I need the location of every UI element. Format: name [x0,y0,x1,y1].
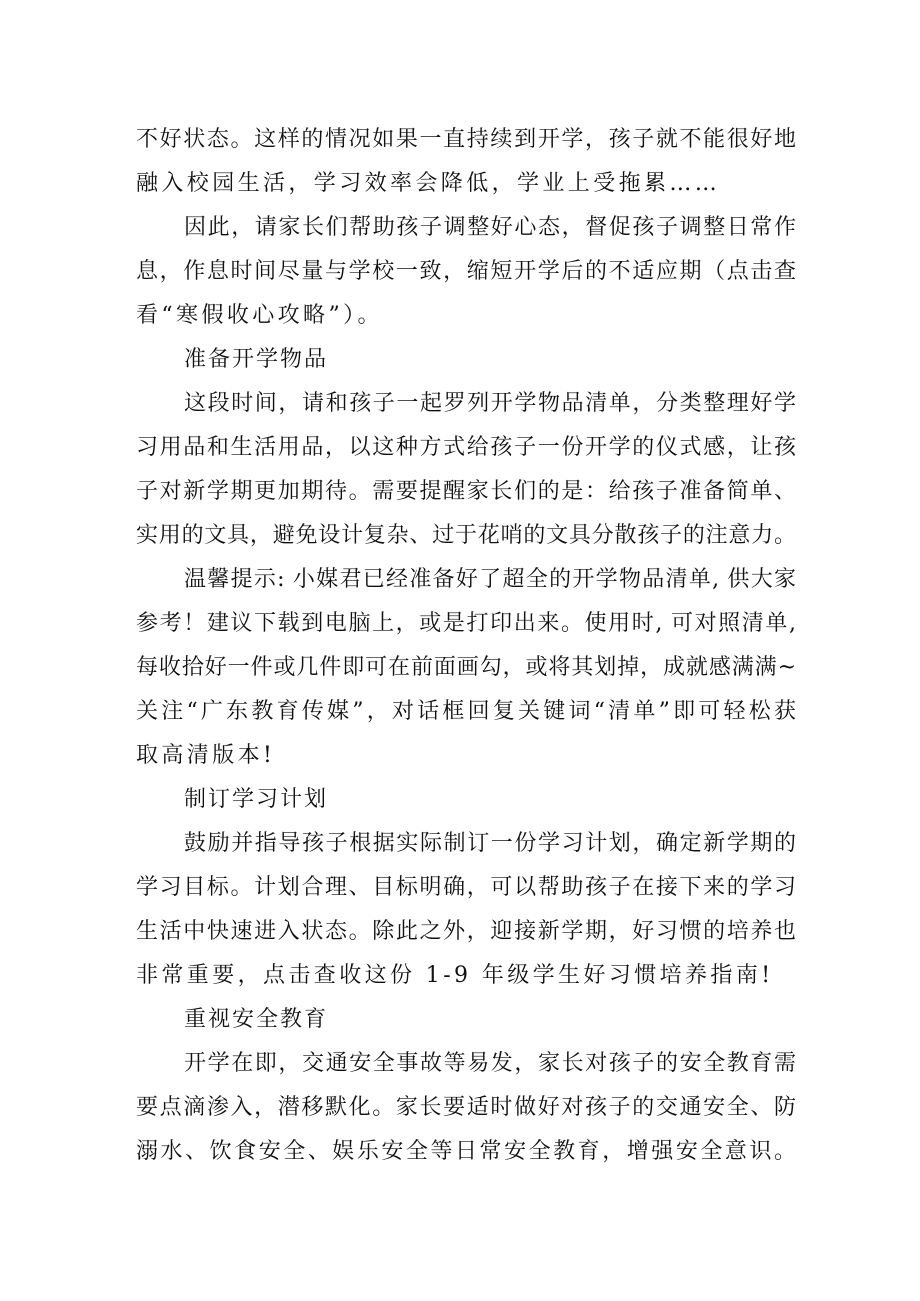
section-heading-safety: 重视安全教育 [184,1007,329,1032]
paragraph-line: 鼓励并指导孩子根据实际制订一份学习计划，确定新学期的 [184,831,796,856]
paragraph-line: 温馨提示: 小媒君已经准备好了超全的开学物品清单, 供大家 [184,567,796,592]
paragraph-line: 学习目标。计划合理、目标明确，可以帮助孩子在接下来的学习 [136,875,796,900]
paragraph-line: 习用品和生活用品，以这种方式给孩子一份开学的仪式感，让孩 [136,435,796,460]
paragraph-tip [136,558,796,778]
paragraph-line: 关注“广东教育传媒”，对话框回复关键词“清单”即可轻松获 [136,699,796,724]
paragraph-continuation [136,118,796,206]
paragraph-safety [136,1042,796,1174]
paragraph-line: 每收拾好一件或几件即可在前面画勾，或将其划掉，成就感满满~ [136,655,796,680]
paragraph-line: 息，作息时间尽量与学校一致，缩短开学后的不适应期（点击查 [136,259,796,284]
paragraph-line: 不好状态。这样的情况如果一直持续到开学，孩子就不能很好地 [136,127,796,152]
paragraph-adjust-mindset [136,206,796,338]
document-body [136,118,796,1174]
paragraph-line: 取高清版本! [136,743,276,768]
paragraph-line: 要点滴渗入，潜移默化。家长要适时做好对孩子的交通安全、防 [136,1095,796,1120]
paragraph-line: 溺水、饮食安全、娱乐安全等日常安全教育，增强安全意识。 [136,1139,796,1164]
paragraph-line: 生活中快速进入状态。除此之外，迎接新学期，好习惯的培养也 [136,919,796,944]
paragraph-study-plan [136,822,796,998]
paragraph-line: 融入校园生活，学习效率会降低，学业上受拖累…… [136,171,721,196]
paragraph-line: 这段时间，请和孩子一起罗列开学物品清单，分类整理好学 [184,391,796,416]
paragraph-supplies-list [136,382,796,558]
paragraph-line: 子对新学期更加期待。需要提醒家长们的是：给孩子准备简单、 [136,479,796,504]
paragraph-line: 因此，请家长们帮助孩子调整好心态，督促孩子调整日常作 [184,215,796,240]
section-heading-study-plan: 制订学习计划 [184,787,329,812]
paragraph-line: 实用的文具，避免设计复杂、过于花哨的文具分散孩子的注意力。 [136,523,796,548]
section-heading-prepare-supplies: 准备开学物品 [184,347,329,372]
paragraph-line: 看“寒假收心攻略”）。 [136,303,383,328]
paragraph-line: 开学在即，交通安全事故等易发，家长对孩子的安全教育需 [184,1051,796,1076]
paragraph-line: 参考！建议下载到电脑上，或是打印出来。使用时, 可对照清单, [136,611,796,636]
paragraph-line: 非常重要，点击查收这份 1-9 年级学生好习惯培养指南! [136,963,774,988]
